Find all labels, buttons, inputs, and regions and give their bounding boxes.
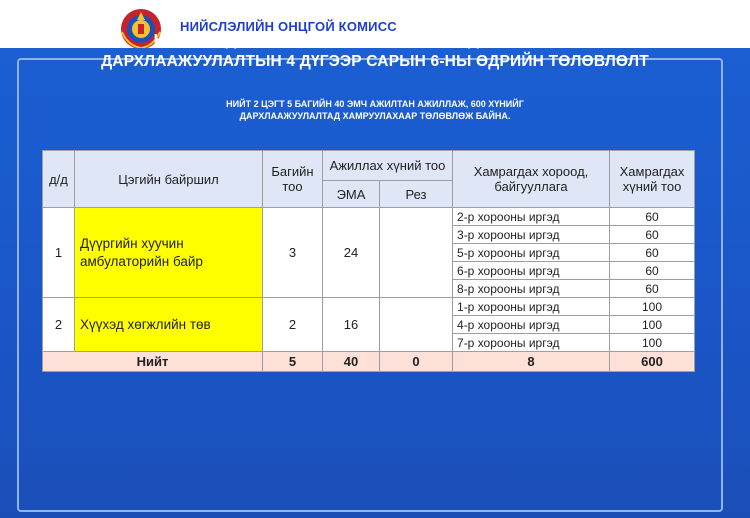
table-row [43, 208, 695, 226]
header-khoroo [453, 151, 610, 208]
cell-people: 100 [610, 334, 695, 352]
cell-ema: 16 [323, 298, 380, 352]
cell-khoroo: 7-р хорооны иргэд [453, 334, 610, 352]
cell-khoroo: 1-р хорооны иргэд [453, 298, 610, 316]
header-ema: ЭМА [323, 181, 380, 208]
cell-ema: 24 [323, 208, 380, 298]
cell-khoroo: 3-р хорооны иргэд [453, 226, 610, 244]
cell-res [380, 298, 453, 352]
total-label: Нийт [43, 352, 263, 372]
header-location: Цэгийн байршил [75, 151, 263, 208]
cell-people: 100 [610, 298, 695, 316]
cell-khoroo: 6-р хорооны иргэд [453, 262, 610, 280]
cell-people: 100 [610, 316, 695, 334]
header-teams-line2: тоо [282, 179, 303, 194]
page-subtitle [0, 98, 750, 122]
location-line2: амбулаторийн байр [80, 253, 203, 269]
header-khoroo-line2: байгууллага [494, 179, 568, 194]
cell-teams: 3 [263, 208, 323, 298]
cell-teams: 2 [263, 298, 323, 352]
cell-khoroo: 2-р хорооны иргэд [453, 208, 610, 226]
cell-no: 2 [43, 298, 75, 352]
header-teams-line1: Багийн [271, 164, 314, 179]
cell-people: 60 [610, 244, 695, 262]
cell-khoroo: 4-р хорооны иргэд [453, 316, 610, 334]
page-title [0, 30, 750, 72]
vaccination-plan-table [42, 150, 695, 372]
total-khoroo: 8 [453, 352, 610, 372]
cell-location: Хүүхэд хөгжлийн төв [75, 298, 263, 352]
total-row [43, 352, 695, 372]
subtitle-line-1: НИЙТ 2 ЦЭГТ 5 БАГИЙН 40 ЭМЧ АЖИЛТАН АЖИЛЛАЖ, 600 ХҮНИЙГ [226, 99, 524, 109]
cell-khoroo: 5-р хорооны иргэд [453, 244, 610, 262]
total-res: 0 [380, 352, 453, 372]
header-res: Рез [380, 181, 453, 208]
total-people: 600 [610, 352, 695, 372]
header-no: д/д [43, 151, 75, 208]
subtitle-line-2: ДАРХЛААЖУУЛАЛТАД ХАМРУУЛАХААР ТӨЛӨВЛӨЖ БАЙНА. [239, 111, 511, 121]
total-teams: 5 [263, 352, 323, 372]
cell-no: 1 [43, 208, 75, 298]
title-line-1: НАЛАЙХ ДҮҮРЭГТ КОРОНАВИРУСТ ХАЛДВАРЫН ЭСРЭГ [153, 32, 597, 49]
location-line1: Дүүргийн хуучин [80, 235, 184, 251]
cell-location [75, 208, 263, 298]
table-row [43, 298, 695, 316]
cell-khoroo: 8-р хорооны иргэд [453, 280, 610, 298]
header-workers: Ажиллах хүний тоо [323, 151, 453, 181]
cell-res [380, 208, 453, 298]
cell-people: 60 [610, 262, 695, 280]
cell-people: 60 [610, 280, 695, 298]
title-line-2: ДАРХЛААЖУУЛАЛТЫН 4 ДҮГЭЭР САРЫН 6-НЫ ӨДРИЙН ТӨЛӨВЛӨЛТ [101, 53, 649, 70]
total-ema: 40 [323, 352, 380, 372]
header-teams [263, 151, 323, 208]
header-people-line1: Хамрагдах [619, 164, 685, 179]
cell-people: 60 [610, 208, 695, 226]
header-people [610, 151, 695, 208]
header-khoroo-line1: Хамрагдах хороод, [473, 164, 589, 179]
org-name: НИЙСЛЭЛИЙН ОНЦГОЙ КОМИСС [180, 19, 397, 34]
cell-people: 60 [610, 226, 695, 244]
header-people-line2: хүний тоо [622, 179, 682, 194]
